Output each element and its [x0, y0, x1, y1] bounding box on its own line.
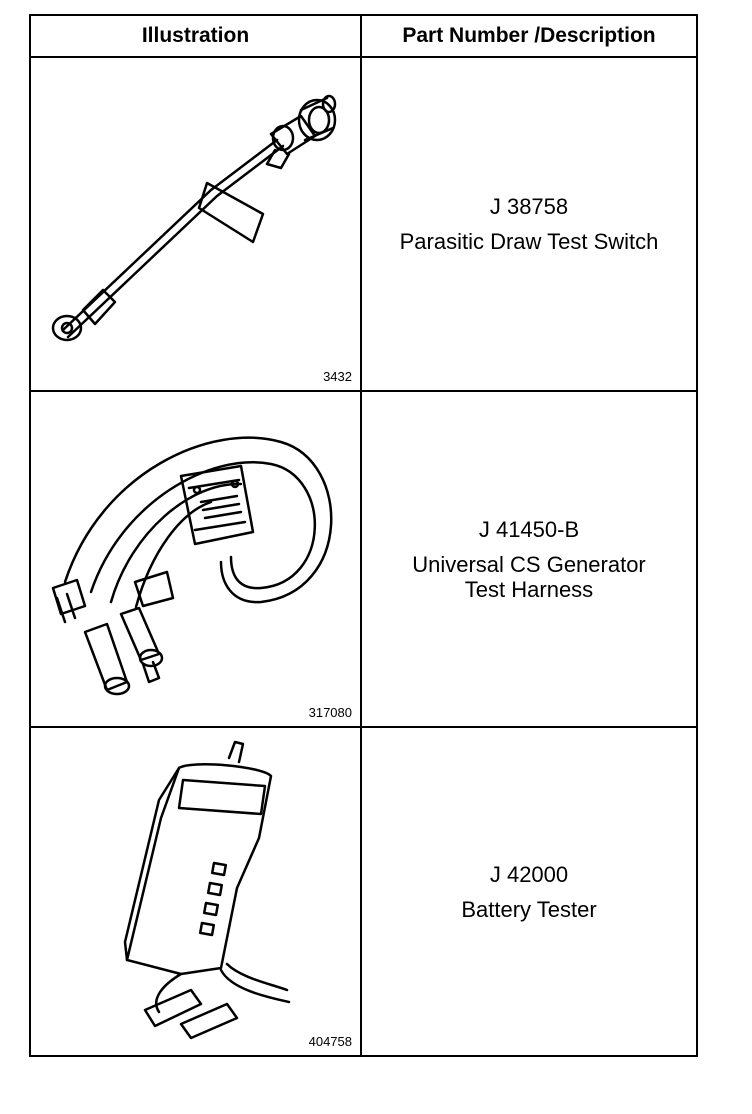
part-description-cell — [362, 58, 696, 390]
part-description-cell — [362, 728, 696, 1055]
part-number: J 38758 — [489, 194, 569, 219]
illustration-cell — [31, 58, 362, 390]
header-illustration: Illustration — [31, 16, 362, 58]
description-line: Battery Tester — [461, 896, 597, 922]
description-line: Universal CS Generator — [412, 551, 646, 577]
table-row — [31, 58, 696, 392]
part-number: J 42000 — [489, 861, 569, 887]
illustration-cell — [31, 728, 362, 1055]
test-harness-icon — [31, 392, 360, 726]
table-row — [31, 728, 696, 1055]
header-part-description: Part Number /Description — [362, 16, 696, 58]
figure-number: 3432 — [323, 369, 352, 384]
description-line: Test Harness — [464, 576, 594, 602]
description-line: Parasitic Draw Test Switch — [399, 229, 659, 254]
tools-table — [29, 14, 698, 1057]
figure-number: 404758 — [308, 1034, 352, 1049]
part-number: J 41450-B — [478, 516, 580, 542]
battery-tester-icon — [31, 728, 360, 1053]
parasitic-draw-switch-icon — [31, 58, 360, 390]
illustration-cell — [31, 392, 362, 726]
table-row — [31, 392, 696, 728]
figure-number: 317080 — [308, 705, 352, 720]
part-description-cell — [362, 392, 696, 726]
